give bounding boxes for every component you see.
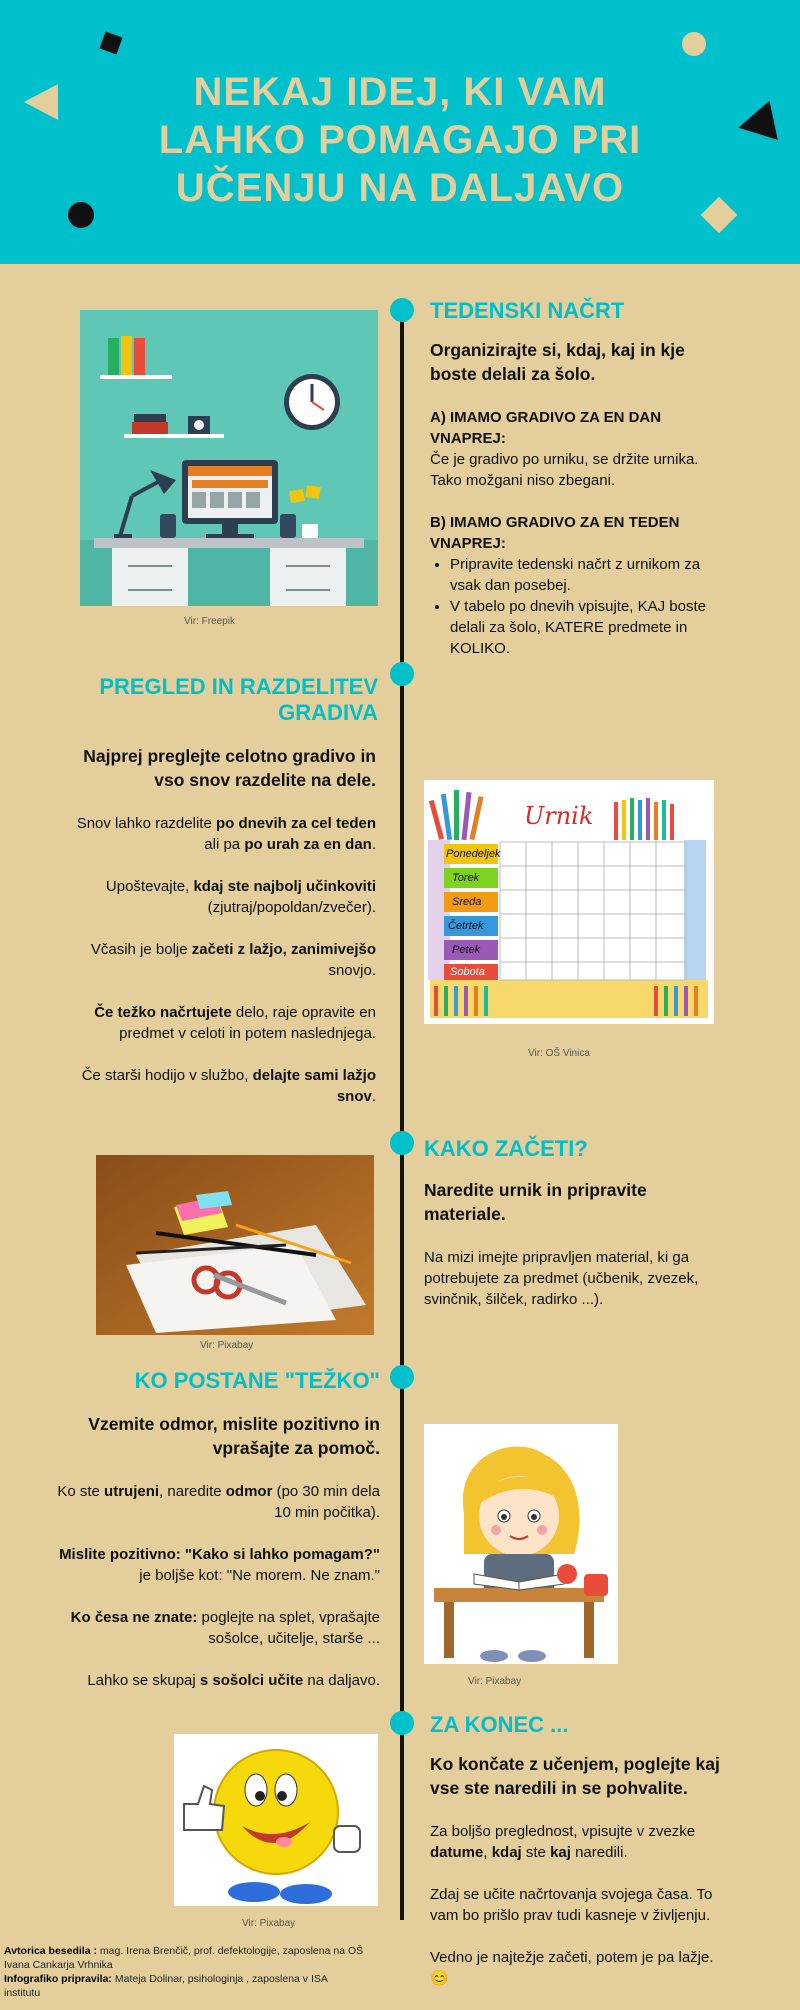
section1-bullet-list xyxy=(430,554,720,659)
heading-kako-zaceti: KAKO ZAČETI? xyxy=(424,1136,588,1161)
heading-za-konec: ZA KONEC ... xyxy=(430,1712,569,1737)
timetable-title: Urnik xyxy=(524,802,594,830)
footer-designer: Infografiko pripravila: Mateja Dolinar, psihologinja , zaposlena v ISA institutu xyxy=(4,1973,328,1999)
timetable-day-3: Sreda xyxy=(452,896,482,908)
desk-illustration xyxy=(80,310,378,606)
list-item: • Pripravite tedenski načrt z urnikom za vsak dan posebej. xyxy=(450,554,720,596)
section2-text xyxy=(60,744,376,1128)
caption-pixabay-supplies: Vir: Pixabay xyxy=(200,1340,254,1351)
timetable-day-2: Torek xyxy=(452,872,480,884)
sand-circle-decoration xyxy=(682,32,706,56)
header-banner xyxy=(0,0,800,264)
section4-text xyxy=(52,1412,380,1712)
timetable-day-6: Sobota xyxy=(450,966,485,978)
timetable-image xyxy=(424,780,714,1024)
section2-paragraph-2: Upoštevajte, kdaj ste najbolj učinkoviti (zjutraj/popoldan/zvečer). xyxy=(105,878,376,916)
section2-paragraph-5: Če starši hodijo v službo, delajte sami lažjo snov. xyxy=(81,1067,376,1105)
footer-author: Avtorica besedila : mag. Irena Brenčič, prof. defektologije, zaposlena na OŠ Ivana Cankarja Vrhnika xyxy=(4,1945,364,1971)
timeline-dot-1 xyxy=(390,298,414,322)
section5-paragraph-1: Za boljšo preglednost, vpisujte v zvezke datume, kdaj ste kaj naredili. xyxy=(430,1823,696,1861)
section1-lead: Organizirajte si, kdaj, kaj in kje boste delali za šolo. xyxy=(430,340,685,384)
timeline-line xyxy=(400,300,404,1920)
timeline-dot-3 xyxy=(390,1131,414,1155)
caption-pixabay-smiley: Vir: Pixabay xyxy=(242,1918,296,1929)
timetable-day-1: Ponedeljek xyxy=(446,848,501,860)
timeline-dot-2 xyxy=(390,662,414,686)
footer-credits xyxy=(4,1944,364,2000)
heading-ko-postane-tezko: KO POSTANE "TEŽKO" xyxy=(134,1368,380,1393)
caption-os-vinica: Vir: OŠ Vinica xyxy=(528,1048,590,1059)
section3-paragraph: Na mizi imejte pripravljen material, ki ga potrebujete za predmet (učbenik, zvezek, svinčnik, šilček, radirko ...). xyxy=(424,1249,699,1308)
section1-a-heading: A) IMAMO GRADIVO ZA EN DAN VNAPREJ: xyxy=(430,409,662,447)
section2-paragraph-3: Včasih je bolje začeti z lažjo, zanimivejšo snovjo. xyxy=(90,941,376,979)
heading-tedenski-nacrt: TEDENSKI NAČRT xyxy=(430,298,625,323)
section2-paragraph-4: Če težko načrtujete delo, raje opravite en predmet v celoti in potem naslednjega. xyxy=(94,1004,376,1042)
smiley-thumbs-up-illustration xyxy=(174,1734,378,1906)
section4-paragraph-4: Lahko se skupaj s sošolci učite na daljavo. xyxy=(87,1672,380,1689)
section1-text xyxy=(430,338,720,659)
timeline-dot-4 xyxy=(390,1365,414,1389)
section1-a-text: Če je gradivo po urniku, se držite urnika. Tako možgani niso zbegani. xyxy=(430,451,699,489)
black-square-decoration xyxy=(99,31,122,54)
section2-paragraph-1: Snov lahko razdelite po dnevih za cel teden ali pa po urah za en dan. xyxy=(76,815,376,853)
section1-b-heading: B) IMAMO GRADIVO ZA EN TEDEN VNAPREJ: xyxy=(430,514,680,552)
section4-lead: Vzemite odmor, mislite pozitivno in vprašajte za pomoč. xyxy=(88,1414,380,1458)
heading-pregled-gradiva: PREGLED IN RAZDELITEV GRADIVA xyxy=(99,674,378,725)
caption-freepik: Vir: Freepik xyxy=(184,616,235,627)
timetable-day-5: Petek xyxy=(452,944,481,956)
title-line-3: UČENJU NA DALJAVO xyxy=(175,166,625,210)
section4-paragraph-2: Mislite pozitivno: "Kako si lahko pomagam?" je boljše kot: "Ne morem. Ne znam." xyxy=(59,1546,380,1584)
caption-pixabay-girl: Vir: Pixabay xyxy=(468,1676,522,1687)
timeline-dot-5 xyxy=(390,1711,414,1735)
section4-paragraph-3: Ko česa ne znate: poglejte na splet, vprašajte sošolce, učitelje, starše ... xyxy=(70,1609,380,1647)
section3-text xyxy=(424,1178,724,1331)
list-item: • V tabelo po dnevih vpisujte, KAJ boste delali za šolo, KATERE predmete in KOLIKO. xyxy=(450,596,720,659)
page-title xyxy=(0,68,800,212)
section5-text xyxy=(430,1752,730,2010)
section2-lead: Najprej preglejte celotno gradivo in vso snov razdelite na dele. xyxy=(83,746,376,790)
section5-lead: Ko končate z učenjem, poglejte kaj vse ste naredili in se pohvalite. xyxy=(430,1754,720,1798)
girl-studying-illustration xyxy=(424,1424,618,1664)
section4-paragraph-1: Ko ste utrujeni, naredite odmor (po 30 min dela 10 min počitka). xyxy=(57,1483,380,1521)
school-supplies-photo xyxy=(96,1155,374,1335)
title-line-1: NEKAJ IDEJ, KI VAM xyxy=(193,70,607,114)
timetable-day-4: Četrtek xyxy=(448,920,484,932)
section5-paragraph-3: Vedno je najtežje začeti, potem je pa lažje. 😊 xyxy=(430,1949,714,1987)
title-line-2: LAHKO POMAGAJO PRI xyxy=(158,118,642,162)
section5-paragraph-2: Zdaj se učite načrtovanja svojega časa. To vam bo prišlo prav tudi kasneje v življenju. xyxy=(430,1886,713,1924)
section3-lead: Naredite urnik in pripravite materiale. xyxy=(424,1180,647,1224)
